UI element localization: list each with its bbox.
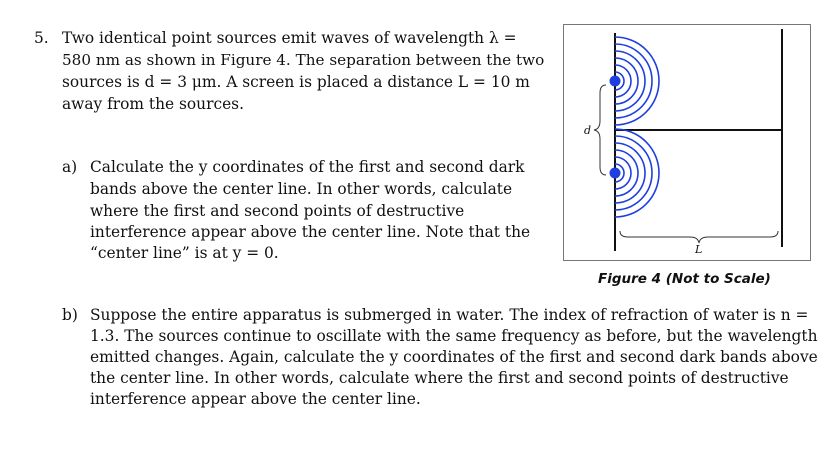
part-a-line: bands above the center line. In other words, calculate [90, 180, 513, 198]
label-L: L [695, 243, 703, 256]
interference-diagram [564, 25, 810, 260]
part-a-line: interference appear above the center line. Note that the [90, 223, 531, 241]
question-line: away from the sources. [62, 95, 244, 113]
part-a-line: Calculate the y coordinates of the first and second dark [90, 158, 525, 176]
part-b-line: emitted changes. Again, calculate the y coordinates of the first and second dark bands above [90, 348, 818, 366]
part-b-label: b) [62, 306, 78, 324]
L-brace [620, 231, 778, 243]
question-line: sources is d = 3 μm. A screen is placed a distance L = 10 m [62, 73, 530, 91]
upper-wavefronts [615, 37, 659, 125]
part-b-line: 1.3. The sources continue to oscillate with the same frequency as before, but the wavelength [90, 327, 818, 345]
part-b-line: the center line. In other words, calculate where the first and second points of destructive [90, 369, 789, 387]
lower-source [610, 168, 621, 179]
part-a-line: where the first and second points of destructive [90, 202, 465, 220]
figure-4 [563, 24, 811, 261]
part-a-line: “center line” is at y = 0. [90, 244, 279, 262]
question-line: Two identical point sources emit waves of wavelength λ = [62, 29, 517, 47]
lower-wavefronts [615, 129, 659, 217]
figure-caption: Figure 4 (Not to Scale) [598, 271, 771, 287]
part-b-line: Suppose the entire apparatus is submerged in water. The index of refraction of water is n = [90, 306, 809, 324]
question-number: 5. [34, 29, 49, 47]
d-brace [594, 85, 606, 175]
upper-source [610, 76, 621, 87]
part-b-line: interference appear above the center line. [90, 390, 421, 408]
label-d: d [584, 124, 592, 137]
part-a-label: a) [62, 158, 78, 176]
question-line: 580 nm as shown in Figure 4. The separation between the two [62, 51, 545, 69]
